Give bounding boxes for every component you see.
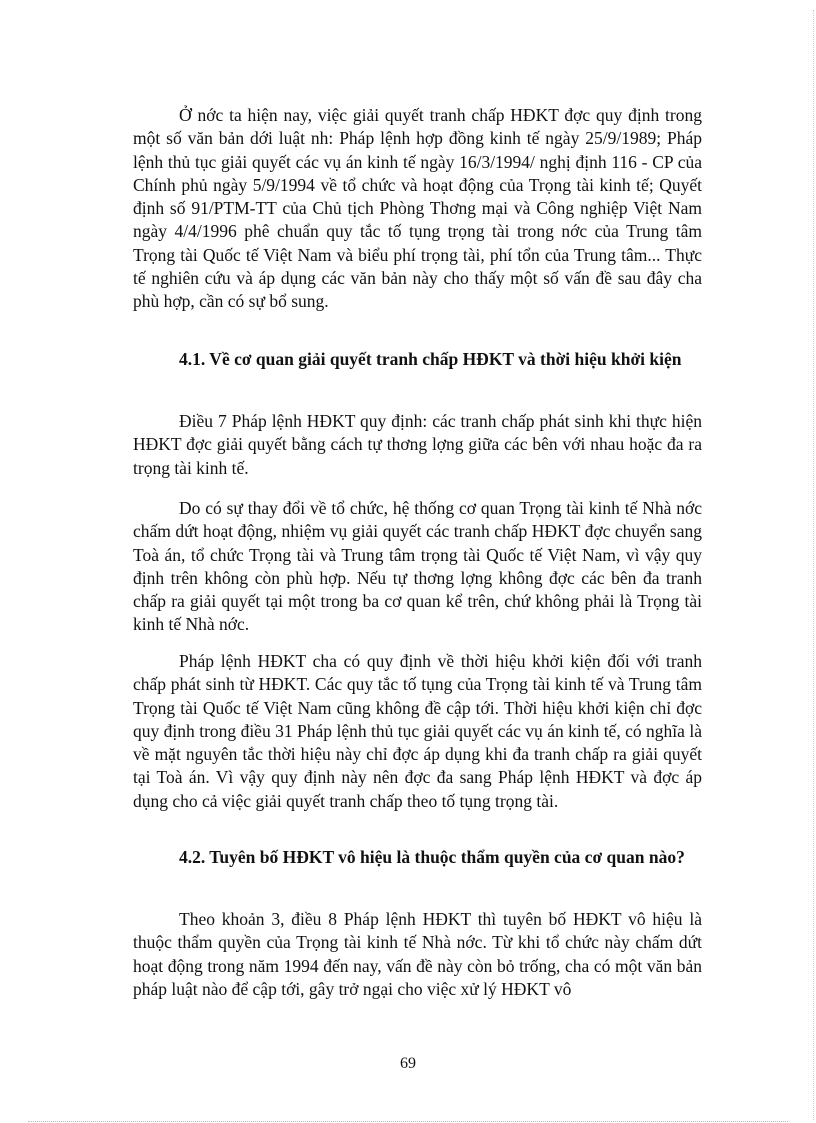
paragraph-intro: Ở nớc ta hiện nay, việc giải quyết tranh chấp HĐKT đợc quy định trong một số văn bản dới luật nh: Pháp lệnh hợp đồng kinh tế ngày 25/9/1989; Pháp lệnh thủ tục giải quyết các vụ án kinh tế ngày 16/3/1994/ nghị định 116 - CP của Chính phủ ngày 5/9/1994 về tổ chức và hoạt động của Trọng tài kinh tế; Quyết định số 91/PTM-TT của Chủ tịch Phòng Thơng mại và Công nghiệp Việt Nam ngày 4/4/1996 phê chuẩn quy tắc tố tụng trọng tài trong nớc của Trung tâm Trọng tài Quốc tế Việt Nam và biểu phí trọng tài, phí tổn của Trung tâm... Thực tế nghiên cứu và áp dụng các văn bản này cho thấy một số vấn đề sau đây cha phù hợp, cần có sự bổ sung. [133,105,702,312]
section-heading-4-2: 4.2. Tuyên bố HĐKT vô hiệu là thuộc thẩm quyền của cơ quan nào? [179,847,685,867]
paragraph-organization-change: Do có sự thay đổi về tổ chức, hệ thống cơ quan Trọng tài kinh tế Nhà nớc chấm dứt hoạt động, nhiệm vụ giải quyết các tranh chấp HĐKT đợc chuyển sang Toà án, tổ chức Trọng tài và Trung tâm trọng tài Quốc tế Việt Nam, vì vậy quy định trên không còn phù hợp. Nếu tự thơng lợng không đợc các bên đa tranh chấp ra giải quyết tại một trong ba cơ quan kể trên, chứ không phải là Trọng tài kinh tế Nhà nớc. [133,498,702,635]
page-bottom-border [28,1121,788,1122]
section-heading-4-1: 4.1. Về cơ quan giải quyết tranh chấp HĐKT và thời hiệu khởi kiện [179,349,682,369]
paragraph-invalid-contract: Theo khoản 3, điều 8 Pháp lệnh HĐKT thì tuyên bố HĐKT vô hiệu là thuộc thẩm quyền của Trọng tài kinh tế Nhà nớc. Từ khi tổ chức này chấm dứt hoạt động trong năm 1994 đến nay, vấn đề này còn bỏ trống, cha có một văn bản pháp luật nào để cập tới, gây trở ngại cho việc xử lý HĐKT vô [133,909,702,999]
paragraph-statute-limitations: Pháp lệnh HĐKT cha có quy định về thời hiệu khởi kiện đối với tranh chấp phát sinh từ HĐKT. Các quy tắc tố tụng của Trọng tài kinh tế và Trung tâm Trọng tài Quốc tế Việt Nam cũng không đề cập tới. Thời hiệu khởi kiện chỉ đợc quy định trong điều 31 Pháp lệnh thủ tục giải quyết các vụ án kinh tế, có nghĩa là về mặt nguyên tắc thời hiệu này chỉ đợc áp dụng khi đa tranh chấp ra giải quyết tại Toà án. Vì vậy quy định này nên đợc đa sang Pháp lệnh HĐKT và đợc áp dụng cho cả việc giải quyết tranh chấp theo tố tụng trọng tài. [133,651,702,811]
page-right-border [813,10,814,1120]
paragraph-article-7: Điều 7 Pháp lệnh HĐKT quy định: các tranh chấp phát sinh khi thực hiện HĐKT đợc giải quyết bằng cách tự thơng lợng giữa các bên với nhau hoặc đa ra trọng tài kinh tế. [133,411,702,478]
page-number: 69 [400,1055,416,1072]
